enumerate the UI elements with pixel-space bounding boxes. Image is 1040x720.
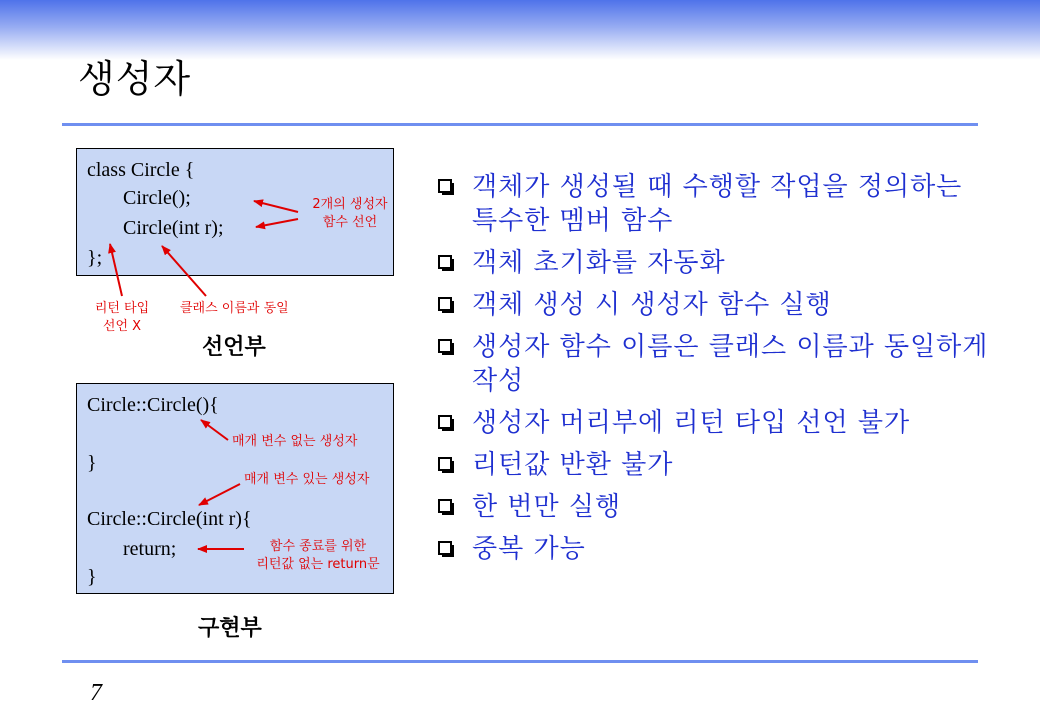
code-line: }; — [87, 247, 103, 269]
code-line: return; — [123, 538, 177, 560]
declaration-caption: 선언부 — [202, 335, 266, 360]
bullet-text: 중복 가능 — [472, 534, 586, 564]
checkbox-bullet-icon — [438, 457, 452, 471]
arrow-to-with-param — [199, 484, 240, 505]
bullet-item — [436, 246, 996, 280]
code-line: Circle::Circle(int r){ — [87, 508, 252, 530]
footer-divider — [62, 660, 978, 663]
code-line: } — [87, 452, 97, 474]
bullet-item — [436, 448, 996, 482]
bullet-item — [436, 330, 996, 398]
code-line: Circle::Circle(){ — [87, 394, 219, 416]
bullet-text: 생성자 함수 이름은 클래스 이름과 동일하게 작성 — [472, 332, 989, 396]
bullet-text: 한 번만 실행 — [472, 492, 622, 522]
bullet-text: 객체 초기화를 자동화 — [472, 248, 726, 278]
annotation-no-param: 매개 변수 없는 생성자 — [232, 434, 358, 449]
bullet-item — [436, 170, 996, 238]
annotation-line: 함수 선언 — [322, 215, 378, 230]
annotation-line: 리턴값 없는 return문 — [256, 557, 380, 572]
bullet-item — [436, 288, 996, 322]
bullet-item — [436, 406, 996, 440]
bullet-text: 생성자 머리부에 리턴 타입 선언 불가 — [472, 408, 911, 438]
checkbox-bullet-icon — [438, 339, 452, 353]
page-number: 7 — [90, 680, 102, 706]
bullet-item — [436, 532, 996, 566]
arrow-to-class-name — [162, 246, 206, 296]
bullet-list — [436, 170, 996, 574]
code-line: Circle(int r); — [123, 217, 224, 239]
annotation-line: 함수 종료를 위한 — [269, 539, 367, 554]
bullet-item — [436, 490, 996, 524]
code-line: class Circle { — [87, 159, 195, 181]
checkbox-bullet-icon — [438, 255, 452, 269]
implementation-caption: 구현부 — [198, 616, 262, 641]
arrow-to-no-param — [201, 420, 228, 440]
bullet-text: 리턴값 반환 불가 — [472, 450, 674, 480]
annotation-line: 리턴 타입 — [94, 301, 150, 316]
arrow-to-constructor-2 — [256, 219, 298, 227]
annotation-line: 2개의 생성자 — [312, 197, 388, 212]
arrow-to-return-type — [110, 244, 122, 296]
annotation-same-name: 클래스 이름과 동일 — [180, 301, 289, 316]
bullet-text: 객체 생성 시 생성자 함수 실행 — [472, 290, 832, 320]
annotation-line: 선언 X — [102, 319, 142, 334]
checkbox-bullet-icon — [438, 415, 452, 429]
annotation-with-param: 매개 변수 있는 생성자 — [244, 472, 370, 487]
code-line: } — [87, 566, 97, 588]
checkbox-bullet-icon — [438, 499, 452, 513]
slide-title: 생성자 — [78, 57, 192, 101]
bullet-text: 객체가 생성될 때 수행할 작업을 정의하는 특수한 멤버 함수 — [472, 172, 963, 236]
code-line: Circle(); — [123, 187, 191, 209]
arrow-to-constructor-1 — [254, 201, 298, 212]
checkbox-bullet-icon — [438, 179, 452, 193]
checkbox-bullet-icon — [438, 297, 452, 311]
checkbox-bullet-icon — [438, 541, 452, 555]
